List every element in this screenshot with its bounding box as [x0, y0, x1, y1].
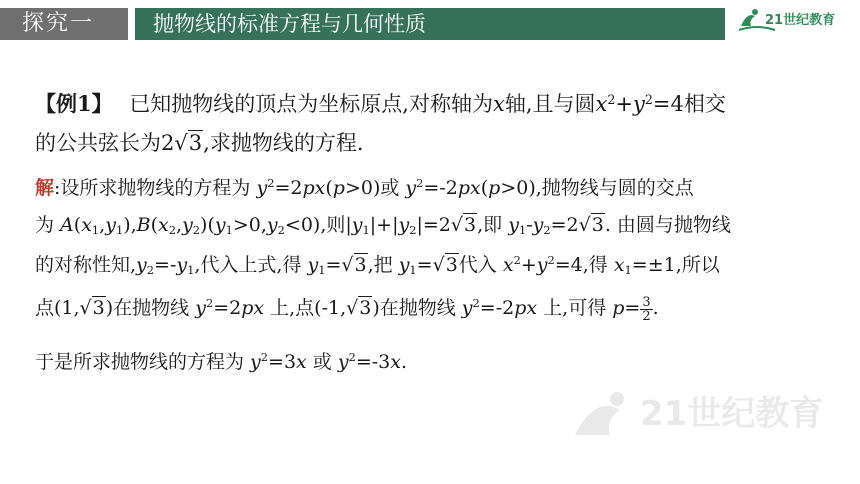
logo-icon	[735, 6, 845, 34]
solution-line-5: 于是所求抛物线的方程为 $y^2=3x$ 或 $y^2=-3x$.	[35, 350, 408, 373]
example-x: x	[493, 92, 505, 116]
sqrt-3: √3	[174, 131, 203, 155]
solution-line-2: 为 $A(x_1,y_1),B(x_2,y_2)(y_1>0,y_2<0)$,则$|y_1|+|y_2|=2√3$,即 $y_1-y_2=2√3$. 由圆与抛物线	[35, 214, 731, 237]
page-title: 抛物线的标准方程与几何性质	[135, 8, 725, 40]
example-label: 【例1】	[35, 91, 113, 116]
solution-line-4: 点(1,√3)在抛物线 $y^2=2px$ 上,点(-1,√3)在抛物线 $y^2=-2px$ 上,可得 p= $\frac{3}{2}$ .	[35, 294, 659, 324]
solution-line-1: 解:设所求抛物线的方程为 $y^2=2px(p>0)$或 $y^2=-2px(p>0)$,抛物线与圆的交点	[35, 176, 694, 199]
example-text-d: 的公共弦长为2	[35, 131, 175, 155]
fraction-3-2: $\frac{3}{2}$	[642, 294, 651, 324]
solution-label: 解	[35, 177, 55, 199]
example-text-e: ,求抛物线的方程.	[203, 131, 364, 155]
example-text-c: =4相交	[652, 92, 726, 116]
watermark-logo-icon	[555, 385, 845, 455]
solution-line-3: 的对称性知$,y_2=-y_1$,代入上式,得 $y_1=√3$,把 $y_1=√3$代入 $x^2+y^2=4$,得 $x_1=\pm 1$,所以	[35, 253, 720, 277]
svg-text:21世纪教育: 21世纪教育	[640, 394, 824, 434]
example-text-b: 轴,且与圆	[504, 92, 596, 116]
example-text-a: 已知抛物线的顶点为坐标原点,对称轴为	[129, 92, 493, 116]
header	[0, 0, 860, 40]
example-line-1: 【例1】 已知抛物线的顶点为坐标原点,对称轴为x轴,且与圆$x^2+y^2=4$相交	[35, 91, 726, 116]
logo-text: 21世纪教育	[765, 13, 836, 28]
example-line-2	[35, 127, 364, 157]
section-tag: 探究一	[0, 8, 128, 40]
